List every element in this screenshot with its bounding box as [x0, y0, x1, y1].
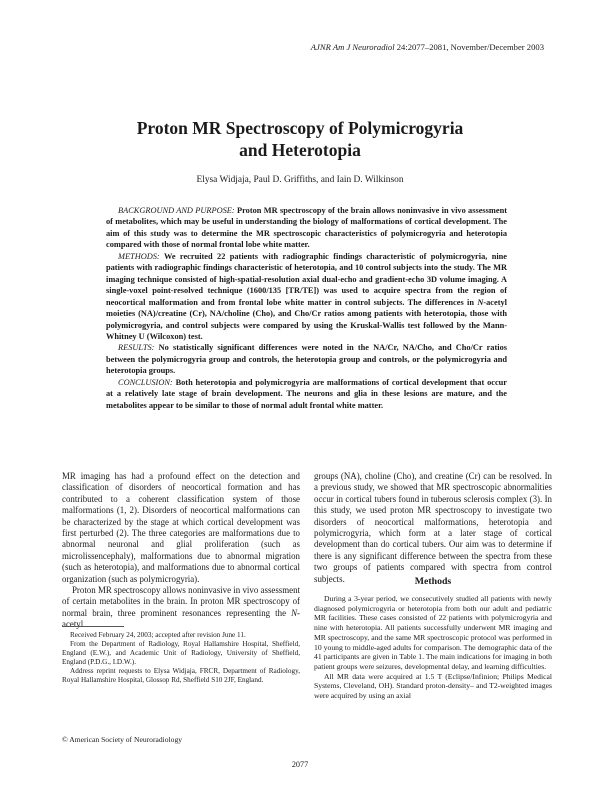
abstract-conclusion: [106, 377, 507, 411]
intro-paragraph-1: MR imaging has had a profound effect on the detection and classification of disorders of neocortical formation and has contributed to a coherent classification system of those malformations (1, 2). Disorders of neocortical malformations can be characterized by the stage at which cortical development was first perturbed (2). The three categories are malformations due to abnormal neuronal and glial proliferation (such as microlissencephaly), malformations due to abnormal migration (such as heterotopia), and malformations due to abnormal cortical organization (such as polymicrogyria).: [62, 471, 300, 584]
abstract-results: [106, 342, 507, 376]
copyright-notice: © American Society of Neuroradiology: [62, 735, 183, 744]
title-line-1: Proton MR Spectroscopy of Polymicrogyria: [136, 118, 464, 138]
footnote-received: Received February 24, 2003; accepted after revision June 11.: [70, 631, 246, 639]
intro-paragraph-2-italic-n: N: [291, 607, 298, 618]
abstract-methods-text-2: -acetyl moieties (NA)/creatine (Cr), NA/choline (Cho), and Cho/Cr ratios among patients with heterotopia, those with polymicrogyria, and control subjects were compared by using the Kruskal-Wallis test followed by the Mann-Whitney U (Wilcoxon) test.: [106, 297, 507, 341]
methods-heading: Methods: [414, 576, 452, 587]
page-number: 2077: [291, 760, 309, 769]
abstract-results-text: No statistically significant differences were noted in the NA/Cr, NA/Cho, and Cho/Cr ratios between the polymicrogyria group and controls, the heterotopia group and controls, or the polymicrogyria and heterotopia groups.: [106, 343, 507, 376]
methods-paragraph-2: All MR data were acquired at 1.5 T (Eclipse/Infinion; Philips Medical Systems, Cleveland, OH). Standard proton-density– and T2-weighted images were acquired by using an axial: [314, 671, 552, 701]
abstract-methods-label: METHODS:: [118, 251, 160, 261]
authors: Elysa Widjaja, Paul D. Griffiths, and Iain D. Wilkinson: [196, 175, 404, 185]
footnote-divider: [62, 626, 124, 627]
footnote-affiliation: From the Department of Radiology, Royal Hallamshire Hospital, Sheffield, England (E.W.), and Academic Unit of Radiology, University of Sheffield, England (P.D.G., I.D.W.).: [62, 639, 300, 666]
title-line-2: and Heterotopia: [239, 140, 361, 160]
abstract-background-label: BACKGROUND AND PURPOSE:: [118, 206, 235, 215]
abstract-conclusion-label: CONCLUSION:: [118, 377, 173, 387]
journal-header: [311, 42, 544, 52]
methods-paragraph-1: During a 3-year period, we consecutively studied all patients with newly diagnosed polymicrogyria or heterotopia from both our adult and pediatric MR facilities. These cases consisted of 22 patients with polymicrogyria and nine with heterotopia. All patients successfully underwent MR imaging and MR spectroscopy, and the same MR spectroscopic protocol was performed in 10 young to middle-aged adults for comparison. The demographic data of the 41 participants are given in Table 1. The main indications for imaging in both patient groups were seizures, developmental delay, and learning difficulties.: [314, 594, 552, 672]
abstract-methods-text-1: We recruited 22 patients with radiographic findings characteristic of polymicrogyria, nine patients with radiographic findings characteristic of heterotopia, and 10 control subjects into the study. The MR imaging technique consisted of high-spatial-resolution axial dual-echo and gradient-echo 3D volume imaging. A single-voxel point-resolved technique (1600/135 [TR/TE]) was used to acquire spectra from the region of neocortical malformation and from frontal lobe white matter in control subjects. The differences in: [106, 251, 508, 307]
footnote-reprints: Address reprint requests to Elysa Widjaja, FRCR, Department of Radiology, Royal Hallamshire Hospital, Glossop Rd, Sheffield S10 2JF, England.: [62, 666, 300, 684]
abstract-conclusion-text: Both heterotopia and polymicrogyria are malformations of cortical development that occur at a relatively late stage of brain development. The neurons and glia in these lesions are mature, and the metabolites appear to be similar to those of normal adult frontal white matter.: [106, 377, 508, 410]
intro-paragraph-2-text-b: -acetyl: [62, 607, 300, 630]
abstract-background-text: Proton MR spectroscopy of the brain allows noninvasive in vivo assessment of metabolites, which may be useful in understanding the biology of malformations of cortical development. The aim of this study was to determine the MR spectroscopic characteristics of polymicrogyria and heterotopia compared with those of normal frontal lobe white matter.: [106, 206, 507, 250]
methods-body: [314, 594, 552, 701]
journal-name: AJNR Am J Neuroradiol: [310, 42, 395, 52]
intro-paragraph-2: [62, 585, 300, 631]
left-column: [62, 471, 300, 631]
right-column: [314, 471, 552, 585]
abstract-background: [106, 205, 507, 251]
abstract-results-label: RESULTS:: [118, 343, 155, 353]
article-title: [0, 117, 600, 161]
intro-paragraph-2-text-a: Proton MR spectroscopy allows noninvasive in vivo assessment of certain metabolites in the brain. In proton MR spectroscopy of normal brain, three prominent resonances representing the: [62, 585, 300, 618]
footnotes: [62, 631, 300, 684]
abstract-methods-italic-n: N: [477, 297, 484, 307]
abstract-methods: [106, 251, 507, 343]
journal-citation: 24:2077–2081, November/December 2003: [396, 42, 544, 52]
abstract: [106, 205, 507, 411]
intro-paragraph-2-continued: groups (NA), choline (Cho), and creatine (Cr) can be resolved. In a previous study, we showed that MR spectroscopic abnormalities occur in cortical tubers found in tuberous sclerosis complex (3). In this study, we used proton MR spectroscopy to investigate two disorders of neocortical malformations, heterotopia and polymicrogyria, which form at a later stage of cortical development than do cortical tubers. Our aim was to determine if there is any significant difference between the spectra from these two groups of patients compared with spectra from control subjects.: [314, 471, 552, 584]
